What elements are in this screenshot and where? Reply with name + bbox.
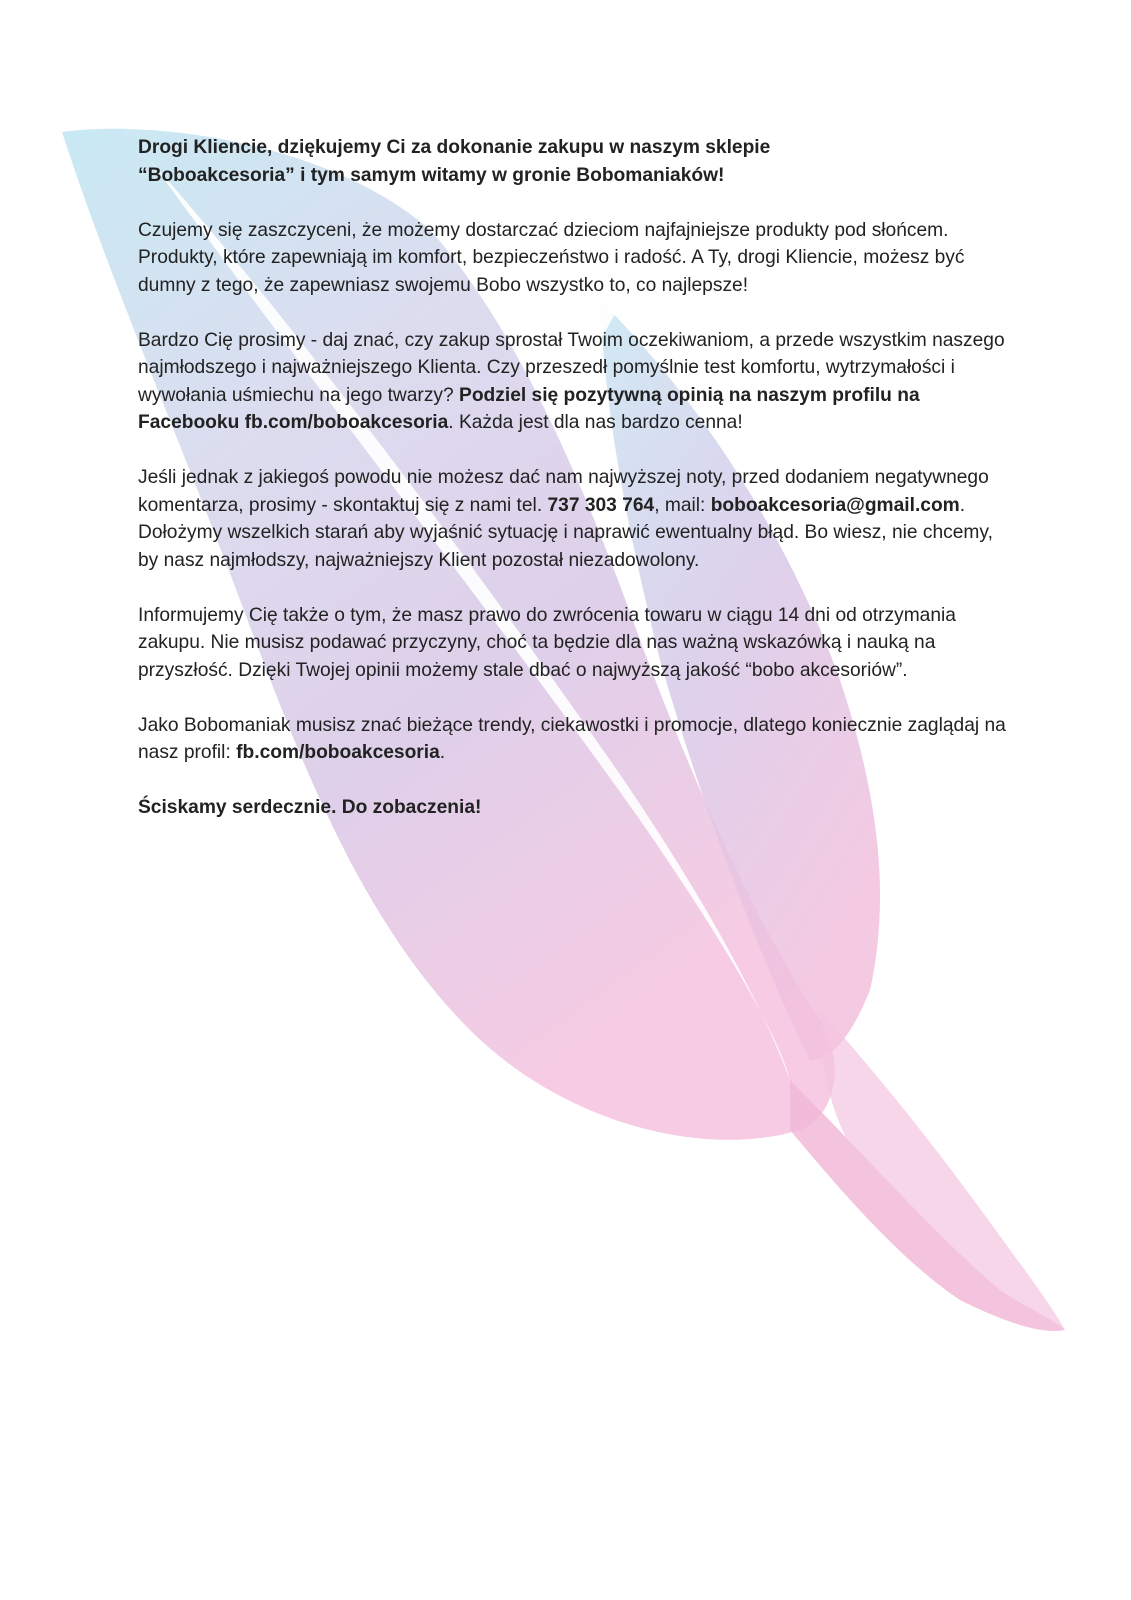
contact-phone: 737 303 764 [547,494,655,516]
letter-body [138,134,1008,849]
paragraph-returns: Informujemy Cię także o tym, że masz prawo do zwrócenia towaru w ciągu 14 dni od otrzymania zakupu. Nie musisz podawać przyczyny, choć ta będzie dla nas ważną wskazówką i nauką na przyszłość. Dzięki Twojej opinii możemy stale dbać o najwyższą jakość “bobo akcesoriów”. [138,604,956,681]
closing: Ściskamy serdecznie. Do zobaczenia! [138,797,482,818]
contact-text-end: . Dołożymy wszelkich starań aby wyjaśnić sytuację i naprawić ewentualny błąd. Bo wiesz, nie chcemy, by nasz najmłodszy, najważniejszy Klient pozostał niezadowolony. [138,494,993,571]
contact-mail-label: , mail: [654,494,711,516]
greeting [138,134,1008,189]
profile-text: Jako Bobomaniak musisz znać bieżące trendy, ciekawostki i promocje, dlatego koniecznie zaglądaj na nasz profil: [138,714,1006,763]
greeting-line-1: Drogi Kliencie, dziękujemy Ci za dokonanie zakupu w naszym sklepie [138,137,771,158]
paragraph-review-request [138,327,1008,437]
greeting-line-2: “Boboakcesoria” i tym samym witamy w gronie Bobomaniaków! [138,164,725,186]
profile-link: fb.com/boboakcesoria [236,742,440,763]
paragraph-contact [138,464,1008,574]
profile-text-end: . [439,742,446,763]
review-text: Bardzo Cię prosimy - daj znać, czy zakup sprostał Twoim oczekiwaniom, a przede wszystkim naszego najmłodszego i najważniejszego Klienta. Czy przeszedł pomyślnie test komfortu, wytrzymałości i wywołania uśmiechu na jego twarzy? [138,329,1005,406]
contact-text: Jeśli jednak z jakiegoś powodu nie możesz dać nam najwyższej noty, przed dodaniem negatywnego komentarza, prosimy - skontaktuj się z nami tel. [138,467,989,516]
review-text-end: . Każda jest dla nas bardzo cenna! [448,412,743,433]
paragraph-pride: Czujemy się zaszczyceni, że możemy dostarczać dzieciom najfajniejsze produkty pod słońcem. Produkty, które zapewniają im komfort, bezpieczeństwo i radość. A Ty, drogi Kliencie, możesz być dumny z tego, że zapewniasz swojemu Bobo wszystko to, co najlepsze! [138,219,965,296]
contact-email: boboakcesoria@gmail.com [710,494,960,516]
review-cta: Podziel się pozytywną opinią na naszym profilu na Facebooku fb.com/boboakcesoria [138,384,920,433]
paragraph-profile [138,712,1008,767]
